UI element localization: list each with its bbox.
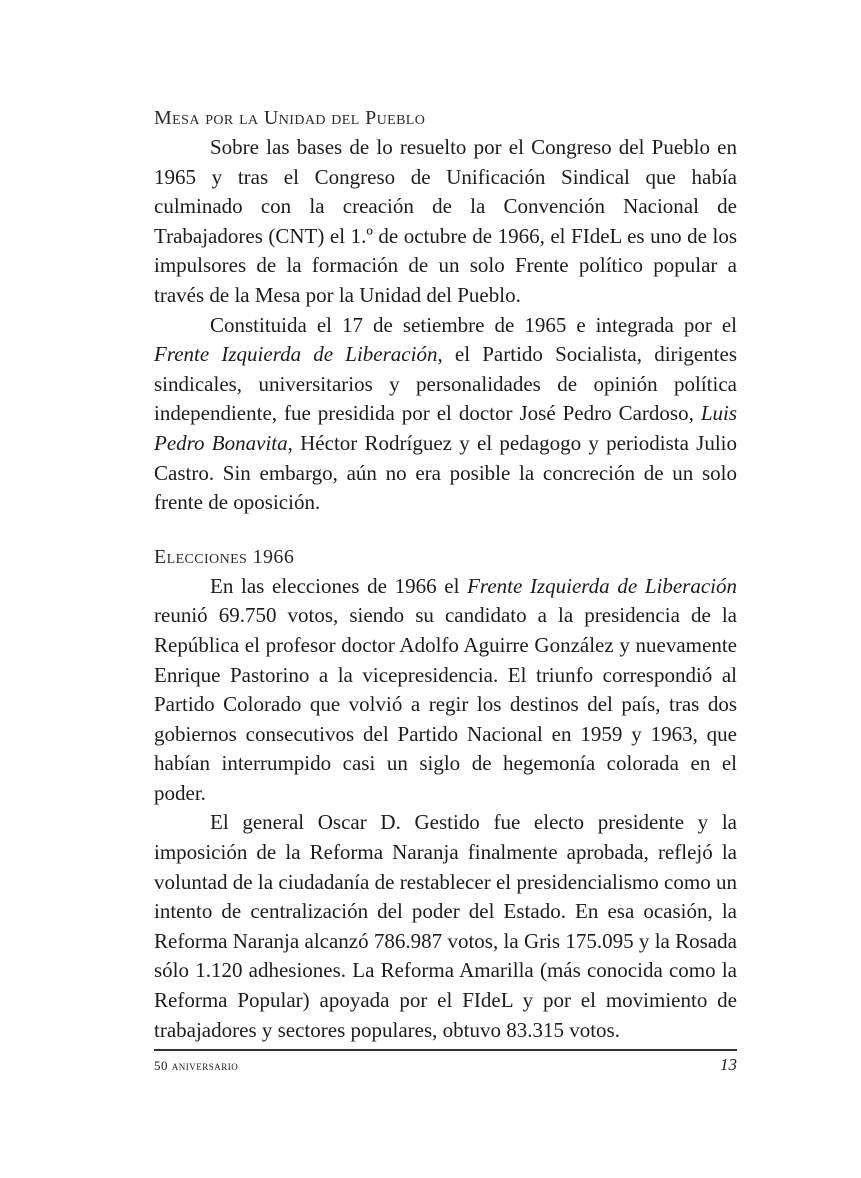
page-body	[154, 103, 737, 1045]
paragraph: Sobre las bases de lo resuelto por el Congreso del Pueblo en 1965 y tras el Congreso de Unificación Sindical que había culminado con la creación de la Convención Nacional de Trabajadores (CNT) el 1.º de octubre de 1966, el FIdeL es uno de los impulsores de la formación de un solo Frente político popular a través de la Mesa por la Unidad del Pueblo.	[154, 135, 737, 307]
paragraph: Constituida el 17 de setiembre de 1965 e integrada por el Frente Izquierda de Liberación, el Partido Socialista, dirigentes sindicales, universitarios y personalidades de opinión política independiente, fue presidida por el doctor José Pedro Cardoso, Luis Pedro Bonavita, Héctor Rodríguez y el pedagogo y periodista Julio Castro. Sin embargo, aún no era posible la concreción de un solo frente de oposición.	[154, 312, 738, 515]
page-footer	[154, 1049, 737, 1075]
italic-name: Frente Izquierda de Liberación	[154, 342, 438, 367]
paragraph: El general Oscar D. Gestido fue electo presidente y la imposición de la Reforma Naranja finalmente aprobada, reflejó la voluntad de la ciudadanía de restablecer el presidencialismo como un intento de centralización del poder del Estado. En esa ocasión, la Reforma Naranja alcanzó 786.987 votos, la Gris 175.095 y la Rosada sólo 1.120 adhesiones. La Reforma Amarilla (más conocida como la Reforma Popular) apoyada por el FIdeL y por el movimiento de trabajadores y sectores populares, obtuvo 83.315 votos.	[154, 810, 737, 1042]
footer-title: 50 aniversario	[154, 1058, 239, 1073]
paragraph: En las elecciones de 1966 el Frente Izquierda de Liberación reunió 69.750 votos, siendo su candidato a la presidencia de la República el profesor doctor Adolfo Aguirre González y nuevamente Enrique Pastorino a la vicepresidencia. El triunfo correspondió al Partido Colorado que volvió a regir los destinos del país, tras dos gobiernos consecutivos del Partido Nacional en 1959 y 1963, que habían interrumpido casi un siglo de hegemonía colorada en el poder.	[154, 573, 737, 805]
section-heading-elecciones: Elecciones 1966	[154, 545, 295, 568]
section-heading-mesa: Mesa por la Unidad del Pueblo	[154, 107, 426, 129]
page-number: 13	[720, 1055, 737, 1074]
italic-name: Frente Izquierda de Liberación	[467, 573, 737, 598]
italic-name: Luis Pedro Bonavita	[154, 401, 737, 455]
